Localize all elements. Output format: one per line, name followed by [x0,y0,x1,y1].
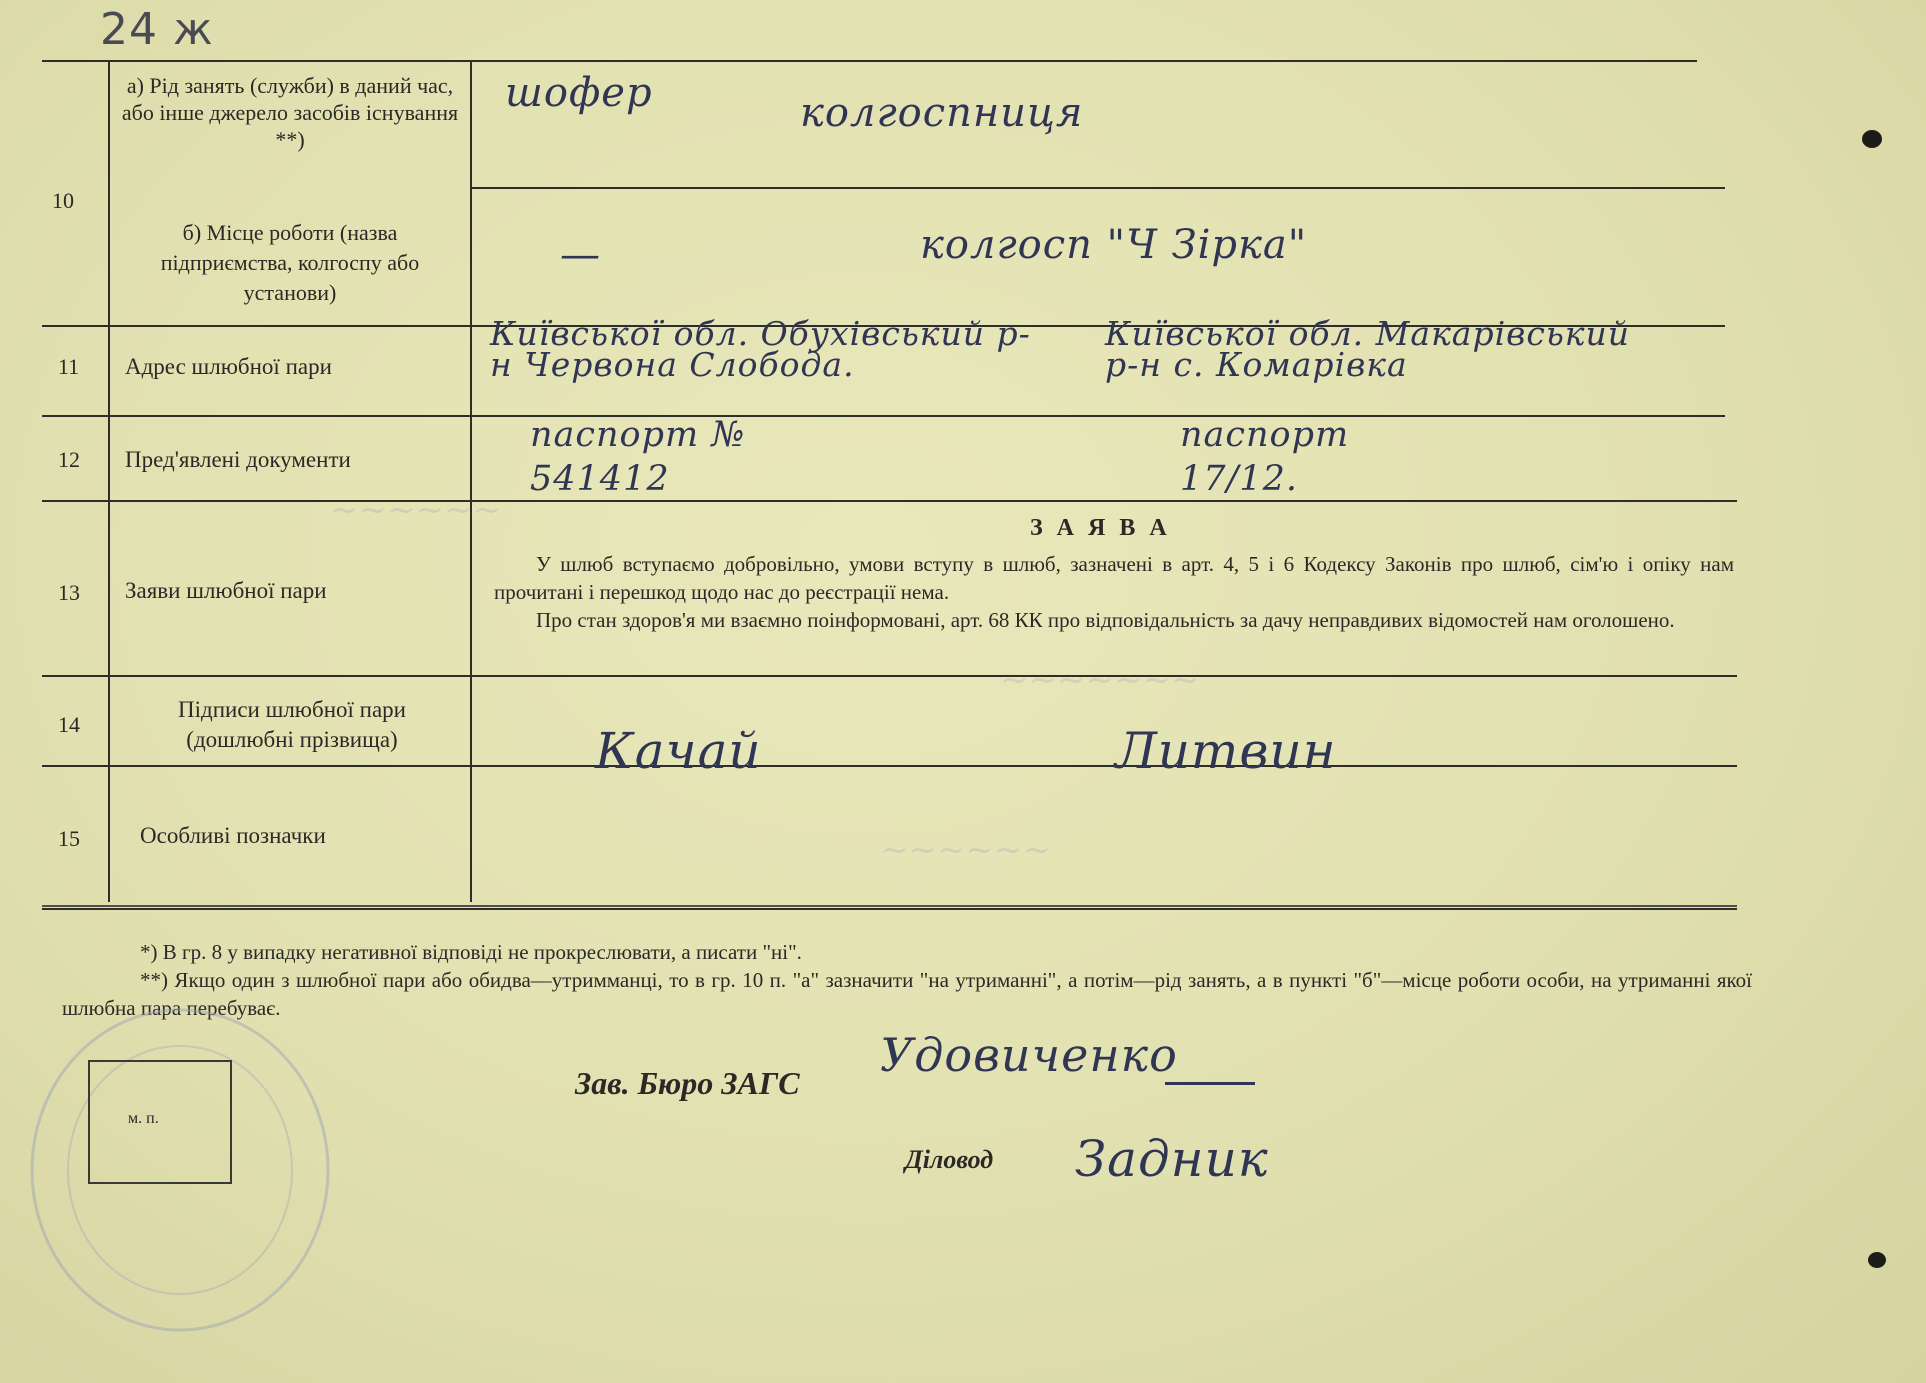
bleed-through: ~~~~~~ [880,830,1051,870]
row-label: Особливі позначки [140,823,326,848]
document-bride: паспорт 17/12. [1180,415,1350,499]
occupation-bride: колгоспниця [800,90,1084,136]
address-bride: Київської обл. Макарівський р-н с. Комарівка [1105,314,1631,384]
signature-groom: Качай [595,722,762,780]
footnote-1: *) В гр. 8 у випадку негативної відповіді не прокреслювати, а писати "ні". [140,940,802,964]
workplace-bride: колгосп "Ч Зірка" [920,222,1308,268]
bleed-through: ~~~~~~ [330,490,501,530]
signature-head: Удовиченко [880,1028,1178,1082]
row-number: 13 [58,580,80,605]
row-label: Підписи шлюбної пари (дошлюбні прізвища) [178,697,406,752]
row-number: 12 [58,447,80,472]
binder-hole [1862,130,1882,148]
row-label: Адрес шлюбної пари [125,354,332,379]
row-label: Пред'явлені документи [125,447,351,472]
signature-clerk: Задник [1075,1130,1269,1188]
row-label: а) Рід занять (служби) в даний час, або інше джерело засобів існування **) [121,73,459,152]
statement-heading: З А Я В А [1030,515,1171,541]
row-number: 14 [58,712,80,737]
statement-text-2: Про стан здоров'я ми взаємно поінформовані, арт. 68 КК про відповідальність за дачу неправдивих відомостей нам оголошено. [536,608,1675,632]
signature-bride: Литвин [1115,722,1337,780]
row-number: 10 [52,188,74,213]
binder-hole [1868,1252,1886,1268]
bleed-through: ~~~~~~~ [1000,660,1200,700]
corner-note: 24 ж [100,4,214,55]
official-label-clerk: Діловод [905,1145,994,1174]
occupation-groom: шофер [505,70,653,116]
footnote-2: **) Якщо один з шлюбної пари або обидва—утримманці, то в гр. 10 п. "а" зазначити "на утриманні", а потім—рід занять, а в пункті "б"—місце роботи особи, на утриманні якої шлюбна пара перебуває. [62,968,1752,1020]
stamp-box-label: м. п. [128,1110,159,1127]
address-groom: Київської обл. Обухівський р-н Червона Слобода. [490,314,1031,384]
official-label-head: Зав. Бюро ЗАГС [575,1065,800,1101]
row-number: 15 [58,826,80,851]
statement-text-1: У шлюб вступаємо добровільно, умови вступу в шлюб, зазначені в арт. 4, 5 і 6 Кодексу Законів про шлюб, сім'ю і опіку нам прочитані і перешкод щодо нас до реєстрації нема. [494,552,1734,604]
stamp-box [88,1060,232,1184]
row-number: 11 [58,354,80,379]
row-label: б) Місце роботи (назва підприємства, колгоспу або установи) [160,220,420,305]
row-label: Заяви шлюбної пари [125,578,327,603]
document-groom: паспорт № 541412 [530,415,746,499]
workplace-groom: — [560,232,601,278]
